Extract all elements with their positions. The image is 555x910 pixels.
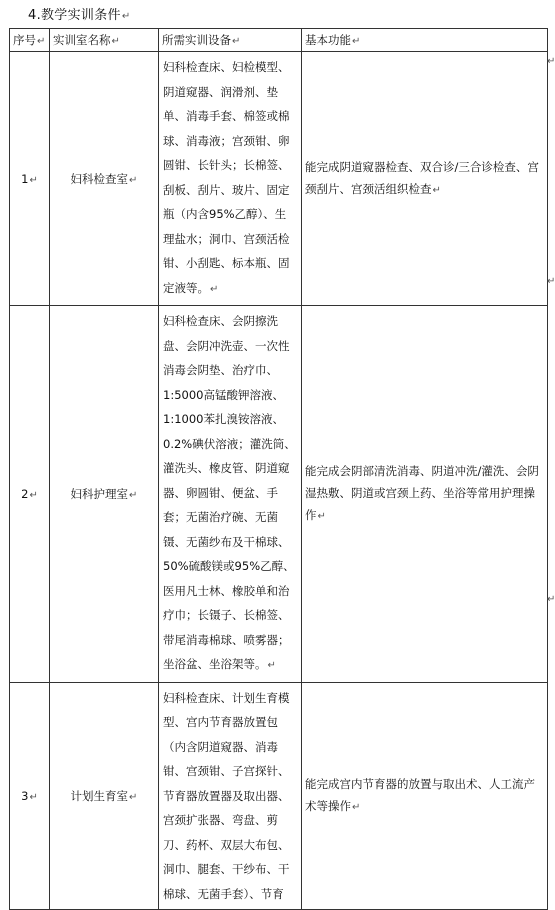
header-room: 实训室名称↵: [50, 29, 159, 52]
table-row: [10, 682, 548, 910]
header-no: 序号↵: [10, 29, 50, 52]
paragraph-mark-icon: ↵: [547, 276, 555, 287]
row-function: 能完成宫内节育器的放置与取出术、人工流产术等操作↵: [302, 682, 548, 910]
header-function: 基本功能↵: [302, 29, 548, 52]
row-function: 能完成会阴部清洗消毒、阴道冲洗/灌洗、会阴湿热敷、阴道或宫颈上药、坐浴等常用护理操作↵: [302, 306, 548, 683]
row-room: 妇科检查室↵: [50, 52, 159, 306]
row-no: 1↵: [10, 52, 50, 306]
row-room: 计划生育室↵: [50, 682, 159, 910]
table-header-row: [10, 29, 548, 52]
paragraph-mark-icon: ↵: [547, 56, 555, 67]
header-equipment: 所需实训设备↵: [159, 29, 302, 52]
row-room: 妇科护理室↵: [50, 306, 159, 683]
section-heading-text: 4.教学实训条件: [28, 8, 121, 23]
paragraph-mark-icon: ↵: [547, 594, 555, 605]
training-conditions-table: [9, 28, 548, 910]
row-no: 2↵: [10, 306, 50, 683]
row-function: 能完成阴道窥器检查、双合诊/三合诊检查、宫颈刮片、宫颈活组织检查↵: [302, 52, 548, 306]
table-row: [10, 306, 548, 683]
row-equipment: 妇科检查床、妇检模型、阴道窥器、润滑剂、垫单、消毒手套、棉签或棉球、消毒液；宫颈钳、卵圆钳、长针头；长棉签、刮板、刮片、玻片、固定瓶（内含95%乙醇）、生理盐水；洞巾、宫颈活检钳、小刮匙、标本瓶、固定液等。↵: [159, 52, 302, 306]
paragraph-mark-icon: ↵: [121, 11, 131, 22]
row-equipment: 妇科检查床、会阴擦洗盘、会阴冲洗壶、一次性消毒会阴垫、治疗巾、1:5000高锰酸钾溶液、1:1000苯扎溴铵溶液、0.2%碘伏溶液；灌洗筒、灌洗头、橡皮管、阴道窥器、卵圆钳、便盆、手套；无菌治疗碗、无菌镊、无菌纱布及干棉球、50%硫酸镁或95%乙醇、医用凡士林、橡胶单和治疗巾；长镊子、长棉签、带尾消毒棉球、喷雾器；坐浴盆、坐浴架等。↵: [159, 306, 302, 683]
row-equipment: 妇科检查床、计划生育模型、宫内节育器放置包（内含阴道窥器、消毒钳、宫颈钳、子宫探针、节育器放置器及取出器、宫颈扩张器、弯盘、剪刀、药杯、双层大布包、洞巾、腿套、干纱布、干棉球、无菌手套）、节育: [159, 682, 302, 910]
section-heading: [28, 4, 131, 23]
table-row: [10, 52, 548, 306]
row-no: 3↵: [10, 682, 50, 910]
